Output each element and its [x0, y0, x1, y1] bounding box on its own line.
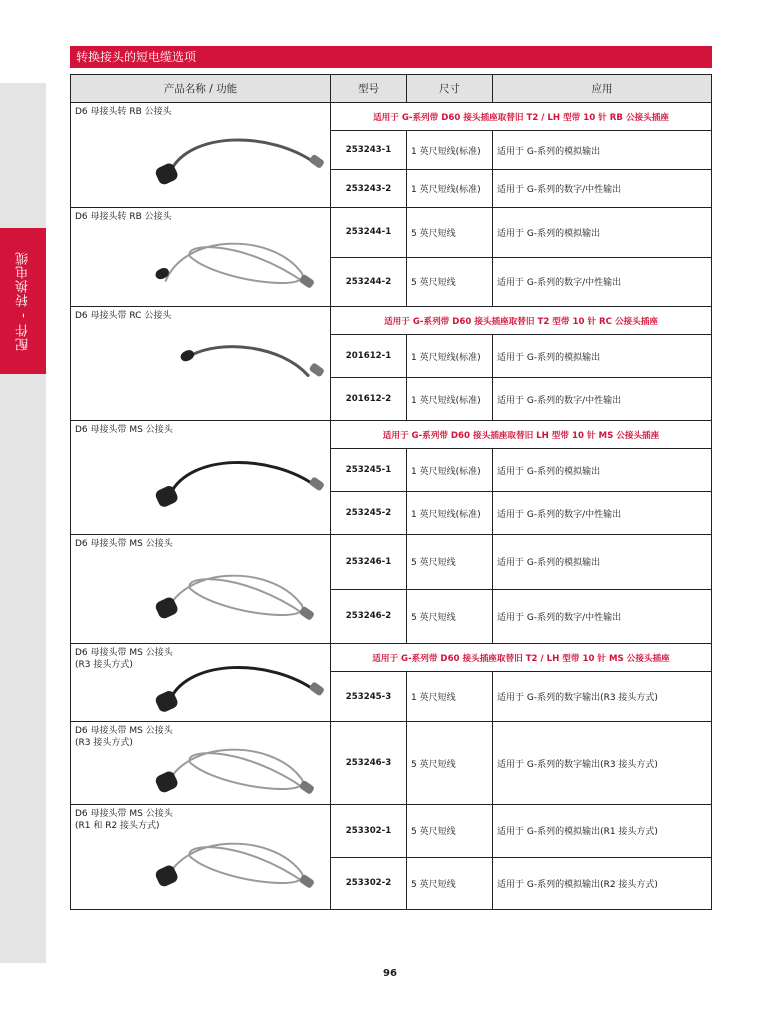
- application-cell: 适用于 G-系列的数字/中性输出: [493, 378, 712, 421]
- cable-spec-table: [70, 74, 712, 910]
- application-cell: 适用于 G-系列的模拟输出: [493, 449, 712, 492]
- cable-image: [71, 103, 330, 207]
- model-cell: 253243-1: [331, 131, 407, 170]
- size-cell: 5 英尺短线: [407, 857, 493, 910]
- product-cell: [71, 208, 331, 307]
- size-cell: 1 英尺短线: [407, 672, 493, 722]
- size-cell: 5 英尺短线: [407, 257, 493, 307]
- compatibility-note: 适用于 G-系列带 D60 接头插座取替旧 T2 / LH 型带 10 针 MS 公接头插座: [331, 644, 712, 672]
- product-name: D6 母接头带 MS 公接头 (R3 接头方式): [75, 648, 173, 670]
- product-name: D6 母接头转 RB 公接头: [75, 212, 172, 222]
- size-cell: 1 英尺短线(标准): [407, 449, 493, 492]
- model-cell: 201612-2: [331, 378, 407, 421]
- size-cell: 5 英尺短线: [407, 208, 493, 258]
- product-cell: [71, 421, 331, 535]
- size-cell: 5 英尺短线: [407, 805, 493, 858]
- header-model: 型号: [331, 75, 407, 103]
- size-cell: 1 英尺短线(标准): [407, 131, 493, 170]
- model-cell: 253302-1: [331, 805, 407, 858]
- header-product: 产品名称 / 功能: [71, 75, 331, 103]
- table-row: [71, 722, 712, 805]
- product-cell: [71, 805, 331, 910]
- model-cell: 253246-1: [331, 535, 407, 590]
- product-name: D6 母接头带 MS 公接头 (R1 和 R2 接头方式): [75, 809, 173, 831]
- product-name: D6 母接头带 MS 公接头: [75, 425, 173, 435]
- application-cell: 适用于 G-系列的模拟输出: [493, 131, 712, 170]
- application-cell: 适用于 G-系列的模拟输出: [493, 535, 712, 590]
- model-cell: 253245-1: [331, 449, 407, 492]
- size-cell: 1 英尺短线(标准): [407, 492, 493, 535]
- model-cell: 253244-1: [331, 208, 407, 258]
- product-name: D6 母接头带 MS 公接头: [75, 539, 173, 549]
- application-cell: 适用于 G-系列的数字输出(R3 接头方式): [493, 722, 712, 805]
- table-row: [71, 535, 712, 590]
- chapter-tab: 配件 - 转换电缆: [0, 228, 46, 374]
- product-cell: [71, 722, 331, 805]
- model-cell: 253245-3: [331, 672, 407, 722]
- side-strip: [0, 83, 46, 963]
- table-row: [71, 208, 712, 258]
- page-number: 96: [383, 968, 397, 979]
- size-cell: 1 英尺短线(标准): [407, 335, 493, 378]
- application-cell: 适用于 G-系列的数字/中性输出: [493, 589, 712, 644]
- application-cell: 适用于 G-系列的模拟输出: [493, 208, 712, 258]
- size-cell: 1 英尺短线(标准): [407, 170, 493, 208]
- cable-image: [71, 421, 330, 534]
- product-name: D6 母接头带 MS 公接头 (R3 接头方式): [75, 726, 173, 748]
- model-cell: 253302-2: [331, 857, 407, 910]
- model-cell: 253243-2: [331, 170, 407, 208]
- product-name: D6 母接头带 RC 公接头: [75, 311, 172, 321]
- application-cell: 适用于 G-系列的数字输出(R3 接头方式): [493, 672, 712, 722]
- size-cell: 5 英尺短线: [407, 722, 493, 805]
- product-cell: [71, 307, 331, 421]
- header-application: 应用: [493, 75, 712, 103]
- cable-image: [71, 535, 330, 643]
- table-row: [71, 805, 712, 858]
- size-cell: 5 英尺短线: [407, 589, 493, 644]
- application-cell: 适用于 G-系列的数字/中性输出: [493, 257, 712, 307]
- application-cell: 适用于 G-系列的模拟输出: [493, 335, 712, 378]
- compatibility-note: 适用于 G-系列带 D60 接头插座取替旧 T2 / LH 型带 10 针 RB 公接头插座: [331, 103, 712, 131]
- model-cell: 201612-1: [331, 335, 407, 378]
- product-name: D6 母接头转 RB 公接头: [75, 107, 172, 117]
- compatibility-note: 适用于 G-系列带 D60 接头插座取替旧 T2 型带 10 针 RC 公接头插座: [331, 307, 712, 335]
- header-size: 尺寸: [407, 75, 493, 103]
- model-cell: 253245-2: [331, 492, 407, 535]
- cable-image: [71, 307, 330, 420]
- application-cell: 适用于 G-系列的模拟输出(R2 接头方式): [493, 857, 712, 910]
- model-cell: 253244-2: [331, 257, 407, 307]
- product-cell: [71, 103, 331, 208]
- size-cell: 1 英尺短线(标准): [407, 378, 493, 421]
- section-title: 转换接头的短电缆选项: [70, 46, 712, 68]
- application-cell: 适用于 G-系列的数字/中性输出: [493, 492, 712, 535]
- size-cell: 5 英尺短线: [407, 535, 493, 590]
- application-cell: 适用于 G-系列的数字/中性输出: [493, 170, 712, 208]
- model-cell: 253246-3: [331, 722, 407, 805]
- product-cell: [71, 535, 331, 644]
- product-cell: [71, 644, 331, 722]
- model-cell: 253246-2: [331, 589, 407, 644]
- application-cell: 适用于 G-系列的模拟输出(R1 接头方式): [493, 805, 712, 858]
- compatibility-note: 适用于 G-系列带 D60 接头插座取替旧 LH 型带 10 针 MS 公接头插座: [331, 421, 712, 449]
